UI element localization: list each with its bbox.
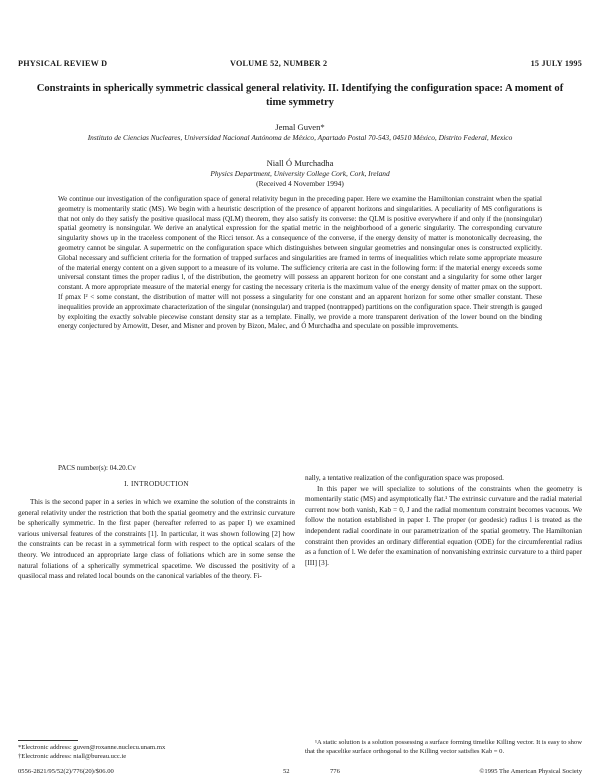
author-affiliation: Instituto de Ciencias Nucleares, Universidad Nacional Autónoma de México, Apartado Postal 70-543, 04510 México, Distrito Federal, Mexico	[87, 133, 513, 142]
abstract: We continue our investigation of the configuration space of general relativity begun in the preceding paper. Here we examine the Hamiltonian constraint when the spatial geometry is momentarily static (MS). We begin with a heuristic description of the presence of apparent horizons and singularities. A peculiarity of MS configurations is that not only do they satisfy the positive quasilocal mass (QLM) theorem, they also satisfy its converse: the QLM is positive everywhere if and only if the (nonsingular) spatial geometry is nonsingular. We derive an analytical expression for the spatial metric in the neighborhood of a generic singularity. The corresponding curvature singularity shows up in the traceless component of the Ricci tensor. As a consequence of the converse, if the energy density of matter is monotonically decreasing, the geometry cannot be singular. A supermetric on the configuration space which distinguishes between singular geometries and nonsingular ones is constructed explicitly. Global necessary and sufficient criteria for the formation of trapped surfaces and singularities are framed in terms of inequalities which relate some appropriate measure of the material energy content on a given support to a measure of its volume. The sufficiency criteria are cast in the following form: if the material energy exceeds some universal constant times the proper radius l, of the distribution, the geometry will possess an apparent horizon for one constant and a singularity for some other larger constant. A more appropriate measure of the material energy for casting the necessary criteria is the maximum value of the energy density of matter ρmax on the support. If ρmax l² < some constant, the distribution of matter will not possess a singularity for one constant and an apparent horizon for some other smaller constant. These inequalities provide an approximate characterization of the singular (nonsingular) and trapped (nontrapped) partitions on the configuration space. Their strength is gauged by exploiting the exactly solvable piecewise constant density star as a template. Finally, we provide a more transparent derivation of the lower bound on the binding energy conjectured by Arnowitt, Deser, and Misner and proven by Bizon, Malec, and Ó Murchadha and speculate on possible improvements.	[58, 195, 542, 331]
left-column	[18, 497, 295, 582]
right-column	[305, 473, 582, 568]
footnote: ¹A static solution is a solution possessing a surface forming timelike Killing vector. It is easy to show that the spacelike surface orthogonal to the Killing vector satisfies Kab = 0.	[305, 739, 582, 755]
author-name: Niall Ó Murchadha	[266, 158, 334, 168]
paragraph: In this paper we will specialize to solutions of the constraints when the geometry is momentarily static (MS) and asymptotically flat.¹ The extrinsic curvature and the radial material current now both vanish, Kab = 0, J and the radial momentum constraint becomes vacuous. We follow the notation established in paper I. The proper (or geodesic) radius l is treated as the independent radial coordinate in our parametrization of the spatial geometry. The Hamiltonian constraint then provides an ordinary differential equation (ODE) for the circumferential radius as a function of l. We defer the examination of nonvanishing extrinsic curvature to a third paper [III] [3].	[305, 484, 582, 567]
pacs-numbers: PACS number(s): 04.20.Cv	[58, 464, 136, 472]
section-heading: I. INTRODUCTION	[124, 480, 189, 488]
copyright: ©1995 The American Physical Society	[479, 768, 582, 775]
issue-date: 15 JULY 1995	[530, 59, 582, 68]
footnote-rule	[18, 740, 78, 741]
author-affiliation: Physics Department, University College Cork, Cork, Ireland	[210, 169, 390, 178]
page-footer	[18, 768, 582, 776]
received-date: (Received 4 November 1994)	[256, 179, 344, 188]
paper-title: Constraints in spherically symmetric classical general relativity. II. Identifying the configuration space: A moment of time symmetry	[36, 83, 564, 108]
article-code: 0556-2821/95/52(2)/776(20)/$06.00	[18, 768, 114, 775]
paragraph: This is the second paper in a series in which we examine the solution of the constraints in general relativity under the restriction that both the spatial geometry and the extrinsic curvature be spherically symmetric. In the first paper (hereafter referred to as paper I) we examined various universal features of the constraints [1]. In particular, it was shown following [2] how the constraints can be recast in a symmetrical form with respect to the optical scalars of the theory. We introduced an appropriate large class of foliations which are in some sense the natural foliations of a spherically symmetrical spacetime. We discussed the positivity of a quasilocal mass and related local bounds on the canonical variables of the theory. Fi-	[18, 498, 295, 581]
running-header	[18, 59, 582, 71]
paragraph: nally, a tentative realization of the configuration space was proposed.	[305, 474, 504, 482]
footer-volume: 52	[283, 768, 290, 775]
footnote: †Electronic address: niall@bureau.ucc.ie	[18, 753, 127, 760]
footnote: *Electronic address: guven@roxanne.nuclecu.unam.mx	[18, 744, 166, 751]
page-number: 776	[330, 768, 340, 775]
author-name: Jemal Guven*	[275, 122, 325, 132]
journal-name: PHYSICAL REVIEW D	[18, 59, 108, 68]
volume-number: VOLUME 52, NUMBER 2	[230, 59, 328, 68]
